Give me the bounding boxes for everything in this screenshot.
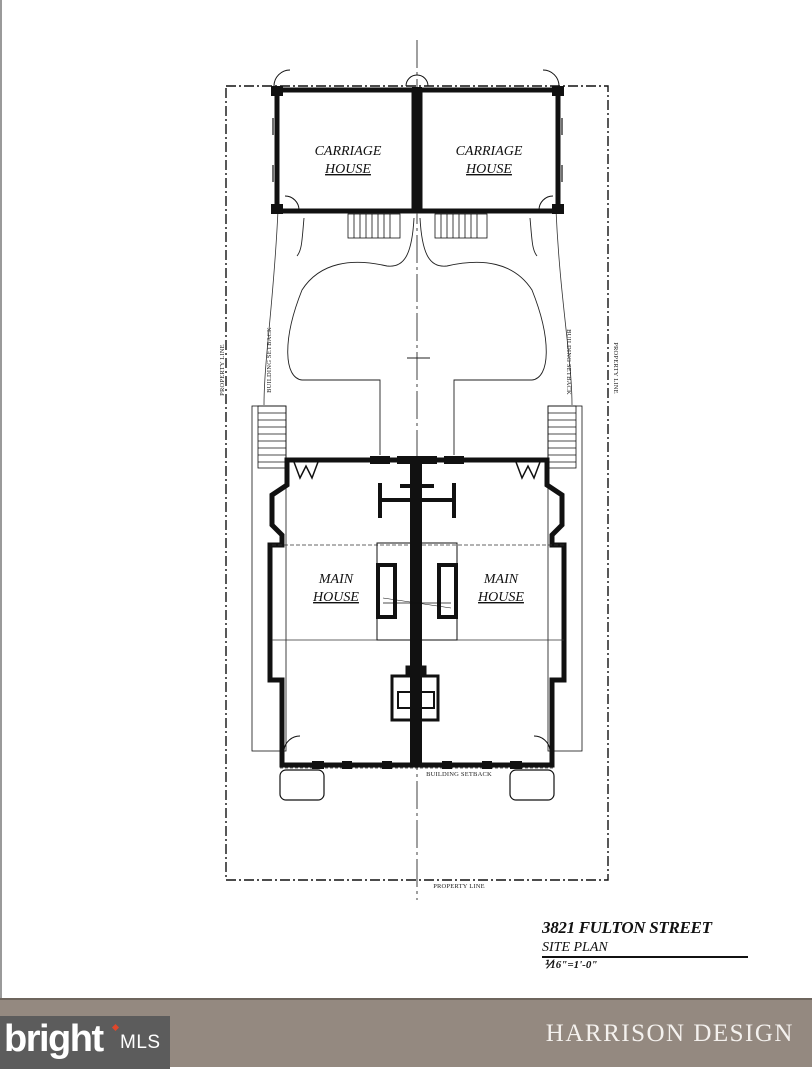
site-plan-drawing <box>2 0 812 998</box>
property-line-bottom-label: PROPERTY LINE <box>433 883 485 890</box>
main-house-right-label <box>477 572 524 605</box>
building-setback-right-label: BUILDING SETBACK <box>565 329 572 395</box>
main-house-right-line1: MAIN <box>483 572 519 587</box>
carriage-house-left-label <box>315 144 382 177</box>
scale-note: ⅟16"=1'-0" <box>544 959 598 971</box>
property-line-left-label: PROPERTY LINE <box>219 344 226 396</box>
building-setback-bottom-label: BUILDING SETBACK <box>426 771 492 778</box>
building-setback-left-label: BUILDING SETBACK <box>266 327 273 393</box>
address-title: 3821 FULTON STREET <box>542 918 712 937</box>
main-house-right-line2: HOUSE <box>478 590 524 605</box>
logo-accent-icon <box>112 1024 119 1031</box>
carriage-house-right-line2: HOUSE <box>466 162 512 177</box>
footer-banner <box>0 998 812 1067</box>
carriage-house-right-line1: CARRIAGE <box>455 144 523 159</box>
brand-name: HARRISON DESIGN <box>545 1020 794 1047</box>
bright-logo-text: bright <box>4 1018 103 1060</box>
main-house-left-line2: HOUSE <box>313 590 359 605</box>
carriage-house-left-line1: CARRIAGE <box>314 144 382 159</box>
mls-logo-text: MLS <box>120 1032 161 1053</box>
property-line-right-label: PROPERTY LINE <box>612 342 619 394</box>
title-block <box>542 918 752 971</box>
carriage-party-wall <box>412 87 422 213</box>
main-house-left-label <box>312 572 359 605</box>
main-house-left-line1: MAIN <box>318 572 354 587</box>
carriage-house-left-line2: HOUSE <box>325 162 371 177</box>
carriage-house-right-label <box>456 144 523 177</box>
main-house <box>270 456 564 800</box>
sheet-name: SITE PLAN <box>542 940 608 955</box>
bright-mls-logo <box>0 1016 170 1069</box>
